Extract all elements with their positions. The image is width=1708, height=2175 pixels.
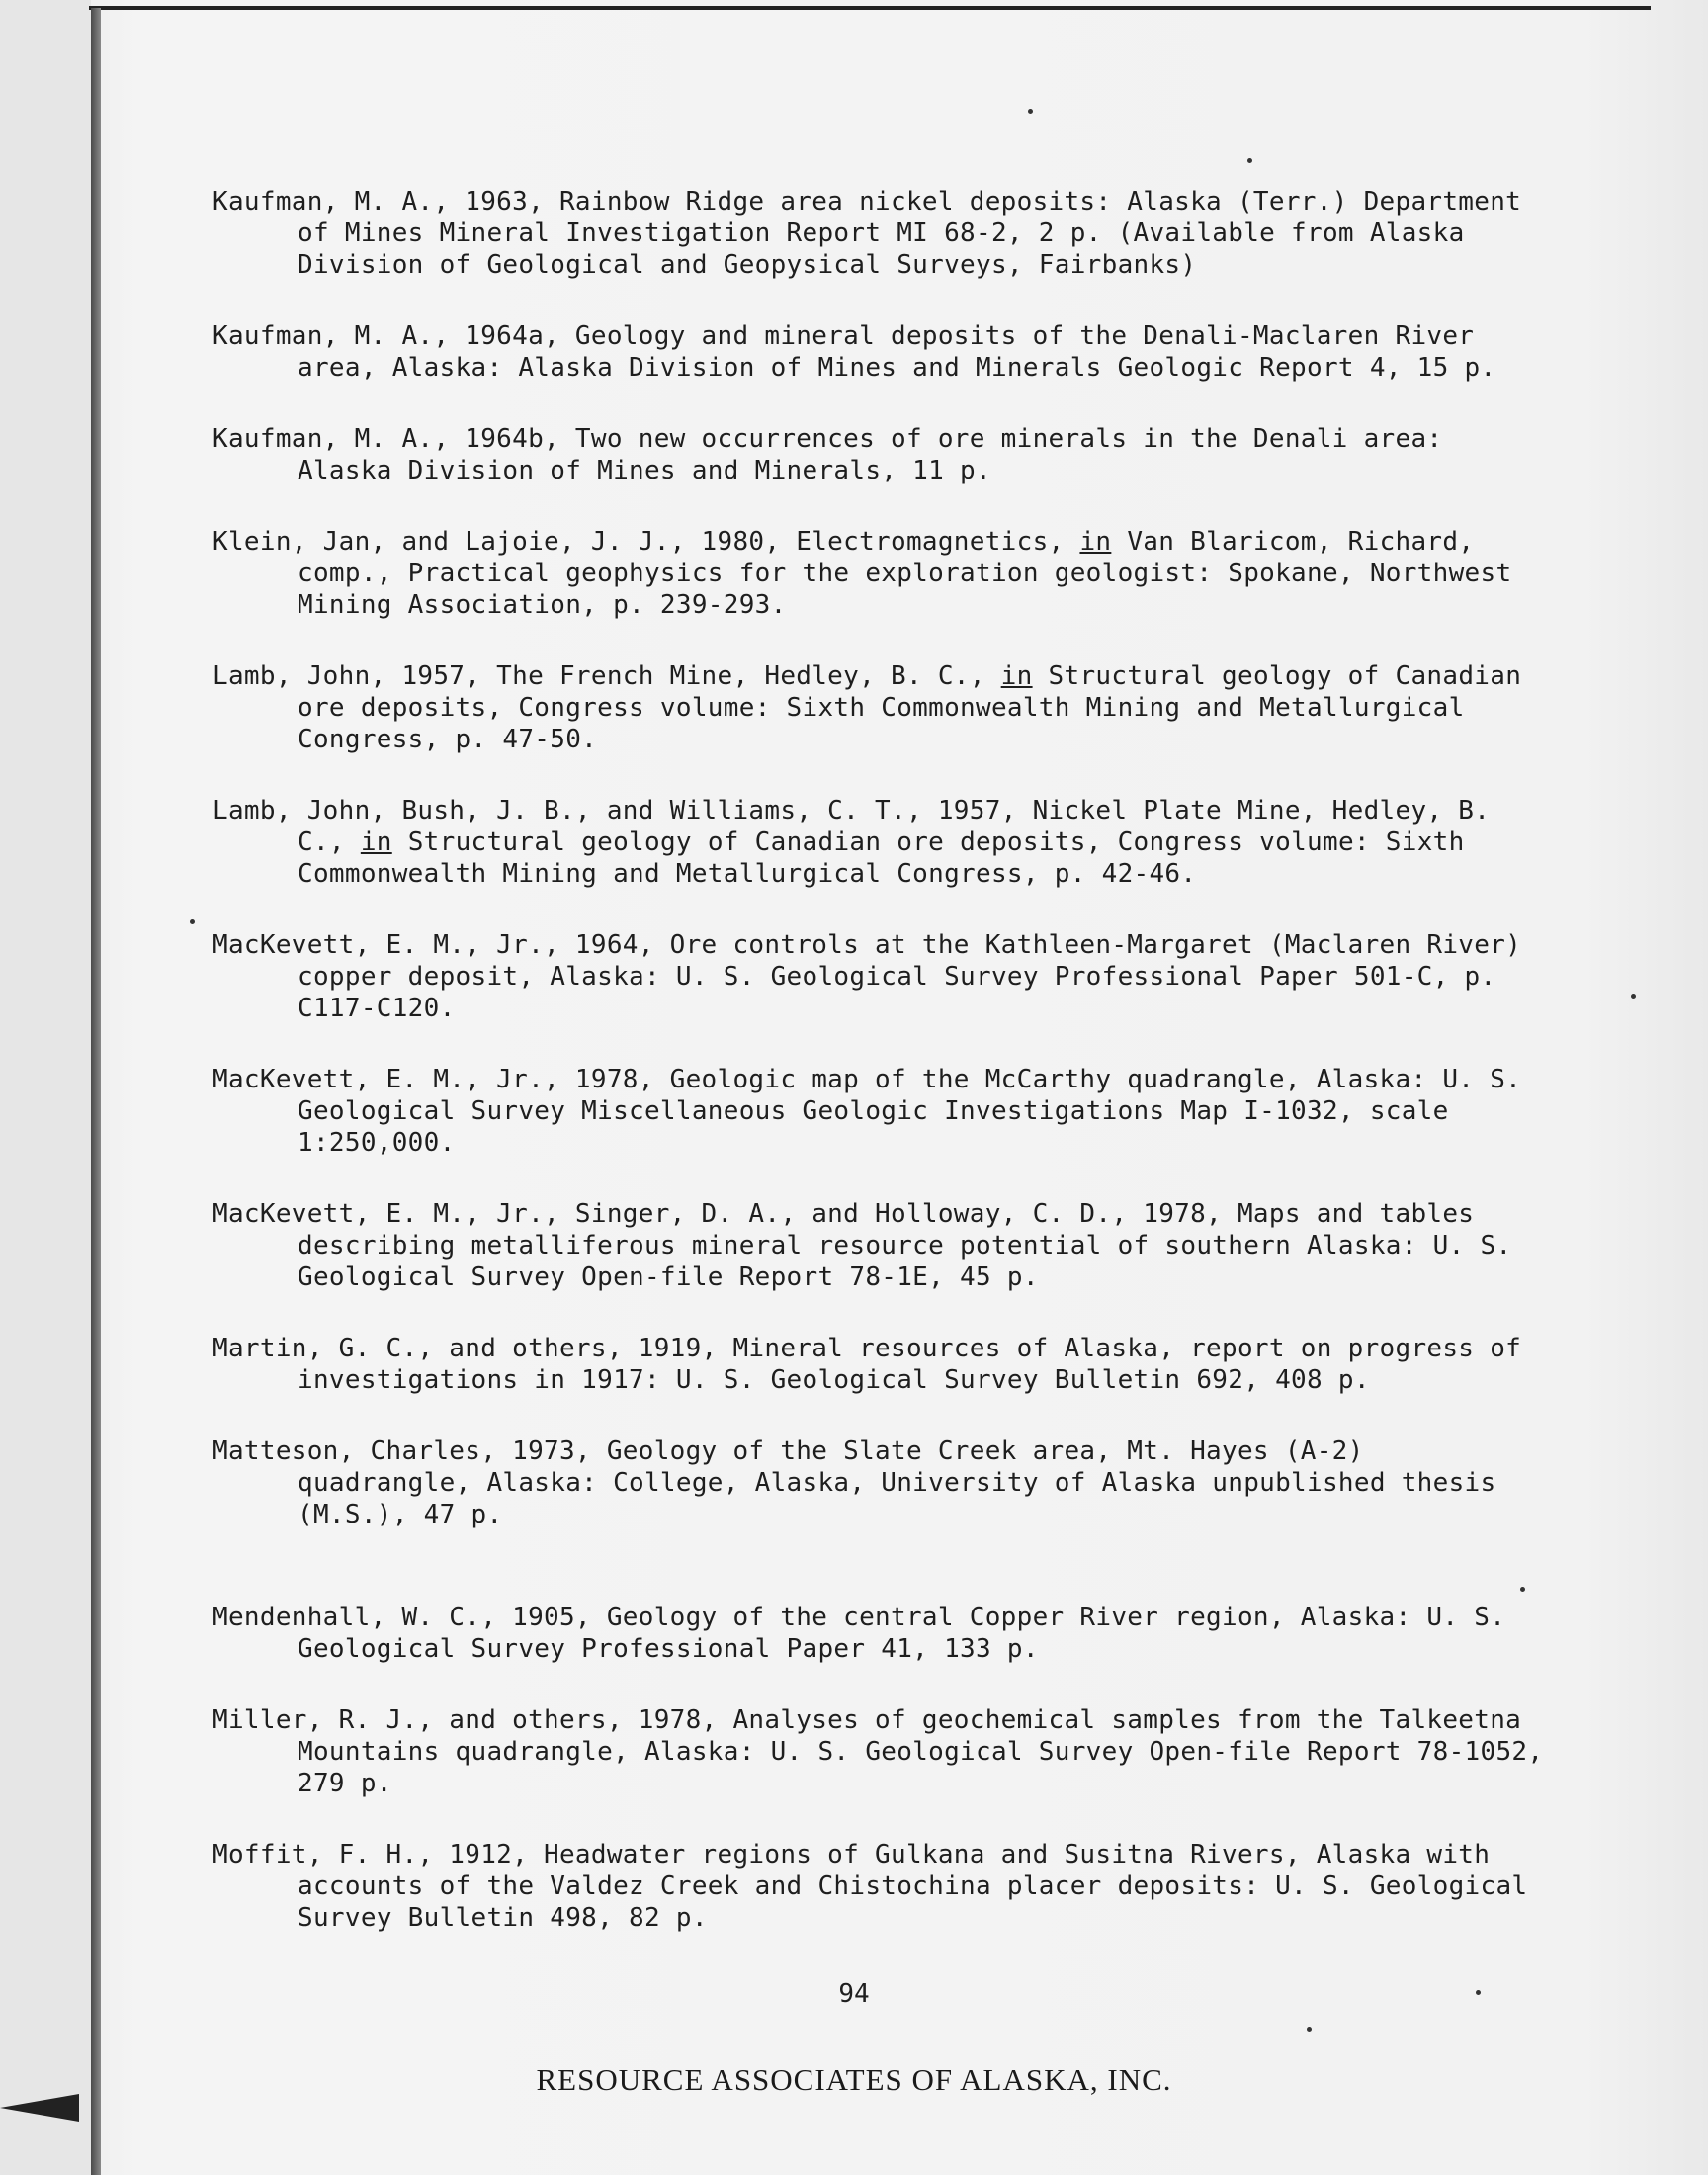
underlined-in: in xyxy=(1079,527,1112,557)
reference-list xyxy=(213,186,1547,1973)
underlined-in: in xyxy=(1000,661,1033,691)
scan-speck xyxy=(1476,1990,1481,1995)
reference-entry: MacKevett, E. M., Jr., 1964, Ore controls at the Kathleen-Margaret (Maclaren River) copper deposit, Alaska: U. S. Geological Survey Professional Paper 501-C, p. C117-C120. xyxy=(213,930,1522,1023)
reference-entry: Klein, Jan, and Lajoie, J. J., 1980, Electromagnetics, in Van Blaricom, Richard, comp., Practical geophysics for the exploration geologist: Spokane, Northwest Mining Association, p. 239-293. xyxy=(213,527,1512,620)
reference-entry: Moffit, F. H., 1912, Headwater regions of Gulkana and Susitna Rivers, Alaska with accounts of the Valdez Creek and Chistochina placer deposits: U. S. Geological Survey Bulletin 498, 82 p. xyxy=(213,1840,1528,1933)
scan-corner-mark xyxy=(0,2094,79,2122)
scan-speck xyxy=(190,919,195,924)
page-margin xyxy=(0,0,91,2175)
reference-entry: MacKevett, E. M., Jr., Singer, D. A., and Holloway, C. D., 1978, Maps and tables describing metalliferous mineral resource potential of southern Alaska: U. S. Geological Survey Open-file Report 78-1E, 45 p. xyxy=(213,1199,1512,1292)
reference-entry: Kaufman, M. A., 1964a, Geology and mineral deposits of the Denali-Maclaren River area, Alaska: Alaska Division of Mines and Minerals Geologic Report 4, 15 p. xyxy=(213,321,1496,383)
page-number: 94 xyxy=(838,1979,870,2009)
reference-entry: Matteson, Charles, 1973, Geology of the Slate Creek area, Mt. Hayes (A-2) quadrangle, Alaska: College, Alaska, University of Alaska unpublished thesis (M.S.), 47 p. xyxy=(213,1436,1496,1529)
reference-entry: MacKevett, E. M., Jr., 1978, Geologic map of the McCarthy quadrangle, Alaska: U. S. Geological Survey Miscellaneous Geologic Investigations Map I-1032, scale 1:250,000. xyxy=(213,1065,1522,1158)
reference-entry: Martin, G. C., and others, 1919, Mineral resources of Alaska, report on progress of investigations in 1917: U. S. Geological Survey Bulletin 692, 408 p. xyxy=(213,1334,1522,1395)
scan-speck xyxy=(1028,109,1033,114)
reference-entry: Kaufman, M. A., 1964b, Two new occurrences of ore minerals in the Denali area: Alaska Division of Mines and Minerals, 11 p. xyxy=(213,424,1443,485)
underlined-in: in xyxy=(360,827,392,857)
reference-entry: Lamb, John, 1957, The French Mine, Hedley, B. C., in Structural geology of Canadian ore deposits, Congress volume: Sixth Commonwealth Mining and Metallurgical Congress, p. 47-50. xyxy=(213,661,1522,754)
scan-speck xyxy=(1520,1587,1525,1592)
company-footer: RESOURCE ASSOCIATES OF ALASKA, INC. xyxy=(536,2062,1172,2097)
reference-entry: Lamb, John, Bush, J. B., and Williams, C. T., 1957, Nickel Plate Mine, Hedley, B. C., in Structural geology of Canadian ore deposits, Congress volume: Sixth Commonwealth Mining and Metallurgical Congress, p. 42-46. xyxy=(213,796,1491,889)
scan-speck xyxy=(1247,158,1252,163)
page-left-edge xyxy=(91,8,101,2175)
page-top-edge xyxy=(89,6,1651,10)
scan-speck xyxy=(1307,2027,1312,2032)
reference-entry: Mendenhall, W. C., 1905, Geology of the central Copper River region, Alaska: U. S. Geological Survey Professional Paper 41, 133 p. xyxy=(213,1603,1506,1664)
reference-entry: Kaufman, M. A., 1963, Rainbow Ridge area nickel deposits: Alaska (Terr.) Department of Mines Mineral Investigation Report MI 68-2, 2 p. (Available from Alaska Division of Geological and Geopysical Surveys, Fairbanks) xyxy=(213,187,1522,280)
scan-speck xyxy=(1631,994,1636,999)
reference-entry: Miller, R. J., and others, 1978, Analyses of geochemical samples from the Talkeetna Mountains quadrangle, Alaska: U. S. Geological Survey Open-file Report 78-1052, 279 p. xyxy=(213,1705,1544,1798)
